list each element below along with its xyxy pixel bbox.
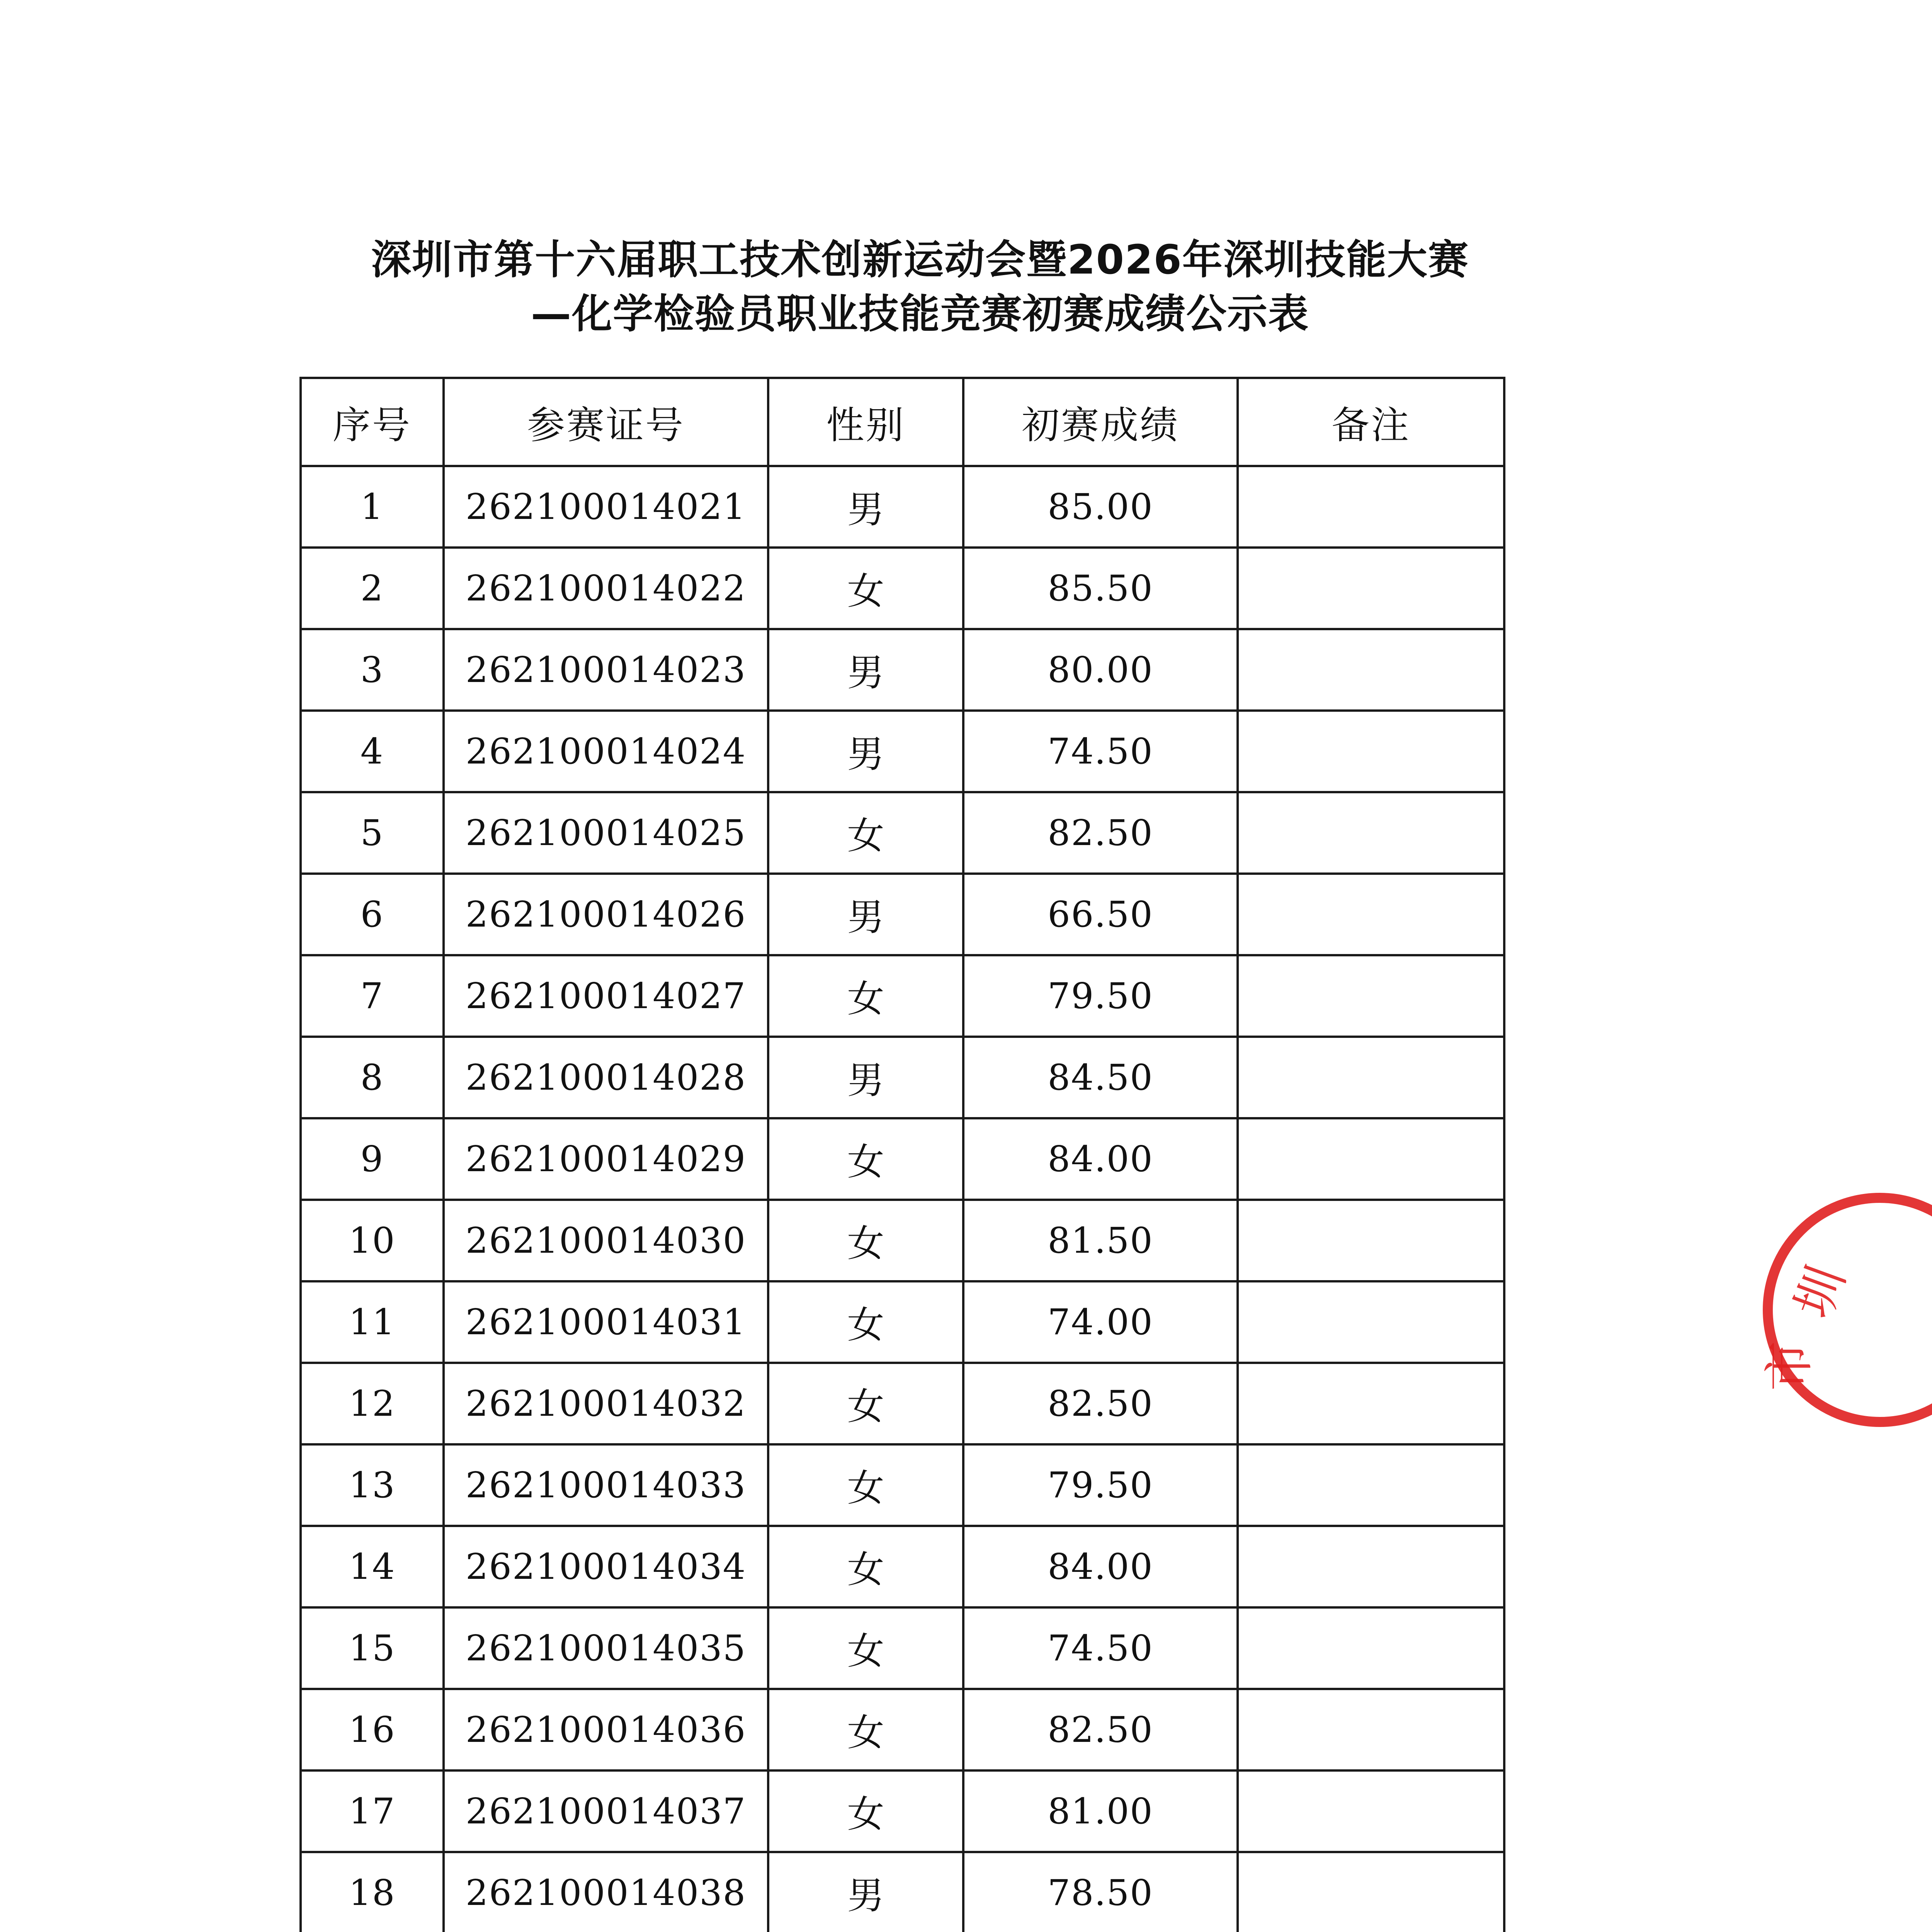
table-row xyxy=(301,792,1504,874)
cell-remarks xyxy=(1238,1607,1504,1689)
cell-remarks xyxy=(1238,711,1504,792)
table-row xyxy=(301,711,1504,792)
cell-serial-number: 15 xyxy=(301,1607,444,1689)
table-row xyxy=(301,1689,1504,1770)
table-row xyxy=(301,1118,1504,1200)
table-row xyxy=(301,1770,1504,1852)
cell-gender: 女 xyxy=(768,1281,963,1363)
cell-remarks xyxy=(1238,1852,1504,1932)
cell-serial-number: 1 xyxy=(301,466,444,548)
cell-preliminary-score: 82.50 xyxy=(963,792,1238,874)
table-row xyxy=(301,1037,1504,1118)
cell-serial-number: 2 xyxy=(301,548,444,629)
cell-serial-number: 5 xyxy=(301,792,444,874)
cell-entry-id: 262100014036 xyxy=(444,1689,768,1770)
cell-gender: 女 xyxy=(768,1118,963,1200)
cell-gender: 女 xyxy=(768,1607,963,1689)
cell-entry-id: 262100014027 xyxy=(444,955,768,1037)
cell-remarks xyxy=(1238,1689,1504,1770)
cell-preliminary-score: 74.50 xyxy=(963,711,1238,792)
table-row xyxy=(301,1363,1504,1444)
cell-serial-number: 6 xyxy=(301,874,444,955)
table-row xyxy=(301,1526,1504,1607)
cell-preliminary-score: 84.50 xyxy=(963,1037,1238,1118)
header-remarks: 备注 xyxy=(1238,378,1504,466)
official-seal-stamp xyxy=(1760,1190,1932,1430)
cell-entry-id: 262100014037 xyxy=(444,1770,768,1852)
cell-preliminary-score: 85.50 xyxy=(963,548,1238,629)
cell-entry-id: 262100014035 xyxy=(444,1607,768,1689)
cell-gender: 女 xyxy=(768,548,963,629)
cell-remarks xyxy=(1238,548,1504,629)
cell-remarks xyxy=(1238,1200,1504,1281)
cell-remarks xyxy=(1238,1037,1504,1118)
cell-entry-id: 262100014029 xyxy=(444,1118,768,1200)
cell-gender: 女 xyxy=(768,1363,963,1444)
table-row xyxy=(301,1852,1504,1932)
cell-entry-id: 262100014031 xyxy=(444,1281,768,1363)
svg-text:市: 市 xyxy=(1760,1340,1818,1391)
cell-preliminary-score: 82.50 xyxy=(963,1363,1238,1444)
cell-serial-number: 13 xyxy=(301,1444,444,1526)
svg-text:圳: 圳 xyxy=(1784,1258,1856,1326)
cell-entry-id: 262100014024 xyxy=(444,711,768,792)
cell-remarks xyxy=(1238,1118,1504,1200)
cell-gender: 女 xyxy=(768,1200,963,1281)
table-row xyxy=(301,955,1504,1037)
header-gender: 性别 xyxy=(768,378,963,466)
cell-remarks xyxy=(1238,466,1504,548)
header-preliminary-score: 初赛成绩 xyxy=(963,378,1238,466)
cell-entry-id: 262100014034 xyxy=(444,1526,768,1607)
table-row xyxy=(301,1200,1504,1281)
cell-preliminary-score: 79.50 xyxy=(963,955,1238,1037)
cell-serial-number: 10 xyxy=(301,1200,444,1281)
cell-preliminary-score: 81.00 xyxy=(963,1770,1238,1852)
cell-entry-id: 262100014022 xyxy=(444,548,768,629)
cell-gender: 男 xyxy=(768,629,963,711)
cell-entry-id: 262100014033 xyxy=(444,1444,768,1526)
cell-preliminary-score: 84.00 xyxy=(963,1526,1238,1607)
table-row xyxy=(301,874,1504,955)
cell-serial-number: 3 xyxy=(301,629,444,711)
cell-serial-number: 8 xyxy=(301,1037,444,1118)
score-table xyxy=(299,377,1505,1932)
cell-serial-number: 17 xyxy=(301,1770,444,1852)
cell-remarks xyxy=(1238,1363,1504,1444)
header-entry-id: 参赛证号 xyxy=(444,378,768,466)
cell-preliminary-score: 81.50 xyxy=(963,1200,1238,1281)
document-title-line2: —化学检验员职业技能竞赛初赛成绩公示表 xyxy=(531,290,1309,337)
cell-preliminary-score: 79.50 xyxy=(963,1444,1238,1526)
cell-remarks xyxy=(1238,1770,1504,1852)
cell-serial-number: 11 xyxy=(301,1281,444,1363)
cell-preliminary-score: 74.00 xyxy=(963,1281,1238,1363)
cell-preliminary-score: 66.50 xyxy=(963,874,1238,955)
cell-serial-number: 14 xyxy=(301,1526,444,1607)
cell-gender: 男 xyxy=(768,1037,963,1118)
cell-preliminary-score: 85.00 xyxy=(963,466,1238,548)
table-header-row xyxy=(301,378,1504,466)
cell-entry-id: 262100014030 xyxy=(444,1200,768,1281)
table-row xyxy=(301,548,1504,629)
cell-remarks xyxy=(1238,955,1504,1037)
table-row xyxy=(301,1281,1504,1363)
cell-entry-id: 262100014032 xyxy=(444,1363,768,1444)
cell-serial-number: 12 xyxy=(301,1363,444,1444)
cell-preliminary-score: 82.50 xyxy=(963,1689,1238,1770)
cell-serial-number: 4 xyxy=(301,711,444,792)
table-row xyxy=(301,1607,1504,1689)
cell-remarks xyxy=(1238,1281,1504,1363)
table-row xyxy=(301,466,1504,548)
cell-gender: 女 xyxy=(768,955,963,1037)
header-serial-number: 序号 xyxy=(301,378,444,466)
table-body xyxy=(301,466,1504,1932)
cell-gender: 女 xyxy=(768,1444,963,1526)
cell-remarks xyxy=(1238,1526,1504,1607)
cell-remarks xyxy=(1238,874,1504,955)
cell-remarks xyxy=(1238,1444,1504,1526)
cell-gender: 女 xyxy=(768,792,963,874)
cell-remarks xyxy=(1238,629,1504,711)
cell-serial-number: 18 xyxy=(301,1852,444,1932)
cell-remarks xyxy=(1238,792,1504,874)
cell-entry-id: 262100014021 xyxy=(444,466,768,548)
table-row xyxy=(301,1444,1504,1526)
cell-entry-id: 262100014025 xyxy=(444,792,768,874)
cell-gender: 男 xyxy=(768,1852,963,1932)
cell-preliminary-score: 80.00 xyxy=(963,629,1238,711)
cell-gender: 女 xyxy=(768,1689,963,1770)
cell-entry-id: 262100014038 xyxy=(444,1852,768,1932)
cell-entry-id: 262100014026 xyxy=(444,874,768,955)
cell-gender: 女 xyxy=(768,1770,963,1852)
document-title-line1: 深圳市第十六届职工技术创新运动会暨2026年深圳技能大赛 xyxy=(371,236,1469,283)
cell-gender: 女 xyxy=(768,1526,963,1607)
cell-serial-number: 16 xyxy=(301,1689,444,1770)
cell-preliminary-score: 74.50 xyxy=(963,1607,1238,1689)
cell-entry-id: 262100014028 xyxy=(444,1037,768,1118)
cell-serial-number: 7 xyxy=(301,955,444,1037)
cell-gender: 男 xyxy=(768,711,963,792)
cell-gender: 男 xyxy=(768,466,963,548)
cell-preliminary-score: 84.00 xyxy=(963,1118,1238,1200)
cell-gender: 男 xyxy=(768,874,963,955)
table-row xyxy=(301,629,1504,711)
cell-entry-id: 262100014023 xyxy=(444,629,768,711)
cell-preliminary-score: 78.50 xyxy=(963,1852,1238,1932)
cell-serial-number: 9 xyxy=(301,1118,444,1200)
